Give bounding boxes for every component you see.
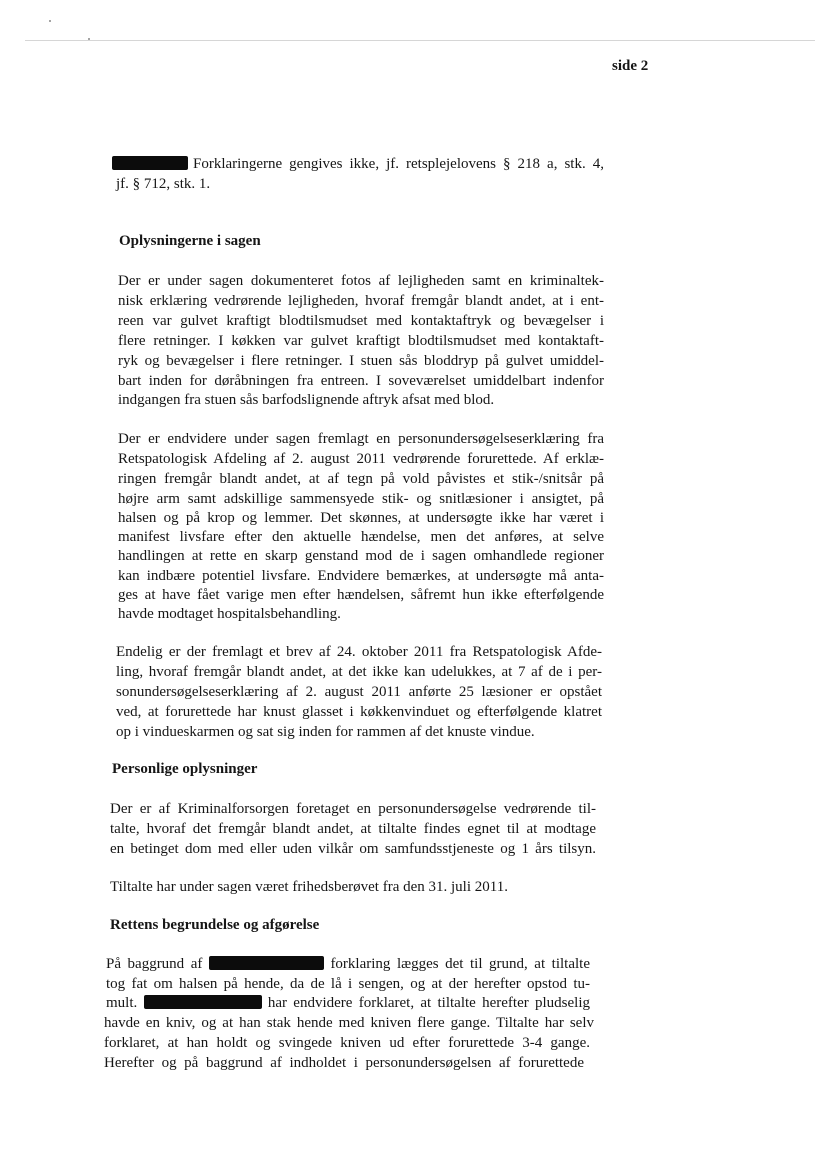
- paragraph-line: højre arm samt adskillige sammensyede stik- og snitlæsioner i ansigtet, på: [118, 491, 604, 507]
- intro-text: Forklaringerne gengives ikke, jf. retsplejelovens § 218 a, stk. 4,: [193, 156, 604, 172]
- paragraph-line: talte, hvoraf det fremgår blandt andet, at tiltalte findes egnet til at modtage: [110, 821, 596, 837]
- paragraph-text: mult.: [106, 995, 138, 1011]
- paragraph-line: bart inden for døråbningen fra entreen. I soveværelset umiddelbart indenfor: [118, 373, 604, 389]
- paragraph-line: ved, at forurettede har knust glasset i køkkenvinduet og efterfølgende klatret: [116, 704, 602, 720]
- section-heading-rettens: Rettens begrundelse og afgørelse: [110, 917, 320, 933]
- paragraph-line: Tiltalte har under sagen været frihedsberøvet fra den 31. juli 2011.: [110, 879, 508, 895]
- paragraph-line: ges at have fået varige men efter hændelsen, såfremt hun ikke efterfølgende: [118, 587, 604, 603]
- page-number: side 2: [612, 58, 649, 74]
- paragraph-line: havde en kniv, og at han stak hende med kniven flere gange. Tiltalte har selv: [104, 1015, 594, 1031]
- paragraph-line: op i vindueskarmen og sat sig inden for rammen af det knuste vindue.: [116, 724, 535, 740]
- paragraph-line: ryk og bevægelser i flere retninger. I stuen sås bloddryp på gulvet umiddel-: [118, 353, 604, 369]
- paragraph-line: flere retninger. I køkken var gulvet kraftigt blodtilsmudset med kontaktaft-: [118, 333, 604, 349]
- paragraph-text: På baggrund af: [106, 956, 203, 972]
- paragraph-line: ringen fremgår blandt andet, at af tegn på vold påvistes et stik-/snitsår på: [118, 471, 604, 487]
- paragraph-line: Der er under sagen dokumenteret fotos af lejligheden samt en kriminaltek-: [118, 273, 604, 289]
- paragraph-line: sonundersøgelseserklæring af 2. august 2011 anførte 25 læsioner er opstået: [116, 684, 602, 700]
- redaction-bar: [209, 956, 324, 970]
- paragraph-line: kan indbære potentiel livsfare. Endvidere bemærkes, at undersøgte må anta-: [118, 568, 604, 584]
- redaction-bar: [112, 156, 188, 170]
- paragraph-line: nisk erklæring vedrørende lejligheden, hvoraf fremgår blandt andet, at i ent-: [118, 293, 604, 309]
- scan-speck: [49, 20, 51, 22]
- section-heading-oplysninger: Oplysningerne i sagen: [119, 233, 261, 249]
- intro-line: [112, 154, 604, 174]
- redaction-bar: [144, 995, 262, 1009]
- paragraph-line: Endelig er der fremlagt et brev af 24. oktober 2011 fra Retspatologisk Afde-: [116, 644, 602, 660]
- paragraph-line: ling, hvoraf fremgår blandt andet, at det ikke kan udelukkes, at 7 af de i per-: [116, 664, 602, 680]
- paragraph-line: manifest livsfare efter den aktuelle hændelse, men det anføres, at selve: [118, 529, 604, 545]
- paragraph-line: indgangen fra stuen sås barfodslignende aftryk afsat med blod.: [118, 392, 495, 408]
- paragraph-line: [106, 993, 590, 1013]
- intro-line: jf. § 712, stk. 1.: [116, 176, 211, 192]
- paragraph-line: Der er af Kriminalforsorgen foretaget en personundersøgelse vedrørende til-: [110, 801, 596, 817]
- paragraph-line: havde modtaget hospitalsbehandling.: [118, 606, 341, 622]
- paragraph-line: tog fat om halsen på hende, da de lå i sengen, og at der herefter opstod tu-: [106, 976, 590, 992]
- paragraph-line: Herefter og på baggrund af indholdet i personundersøgelsen af forurettede: [104, 1055, 584, 1071]
- paragraph-text: forklaring lægges det til grund, at tiltalte: [330, 956, 590, 972]
- paragraph-line: handlingen at rette en skarp genstand mod de i sagen omhandlede regioner: [118, 548, 604, 564]
- paragraph-line: halsen og på krop og lemmer. Det skønnes, at undersøgte ikke har været i: [118, 510, 604, 526]
- section-heading-personlige: Personlige oplysninger: [112, 761, 258, 777]
- paragraph-line: en betinget dom med eller uden vilkår om samfundsstjeneste og 1 års tilsyn.: [110, 841, 596, 857]
- scan-speck: [88, 38, 90, 40]
- scan-artifact-line: [25, 40, 815, 41]
- paragraph-line: forklaret, at han holdt og svingede kniven ud efter forurettede 3-4 gange.: [104, 1035, 590, 1051]
- paragraph-line: Der er endvidere under sagen fremlagt en personundersøgelseserklæring fra: [118, 431, 604, 447]
- paragraph-line: Retspatologisk Afdeling af 2. august 2011 vedrørende forurettede. Af erklæ-: [118, 451, 604, 467]
- paragraph-line: [106, 954, 590, 974]
- paragraph-line: reen var gulvet kraftigt blodtilsmudset med kontaktaftryk og bevægelser i: [118, 313, 604, 329]
- paragraph-text: har endvidere forklaret, at tiltalte herefter pludselig: [267, 995, 591, 1011]
